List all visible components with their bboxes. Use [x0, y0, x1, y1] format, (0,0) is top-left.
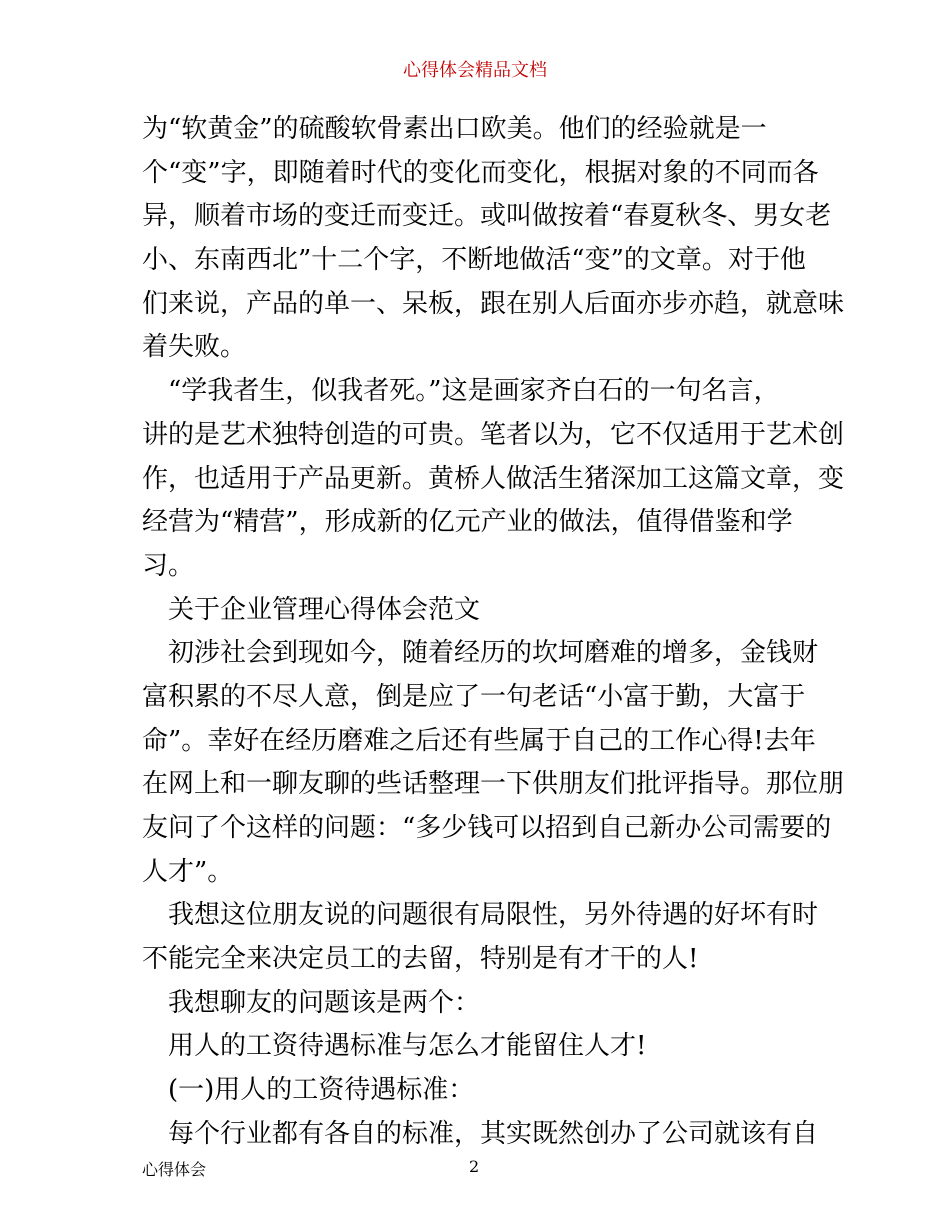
- text-line: 命”。幸好在经历磨难之后还有些属于自己的工作心得!去年: [142, 725, 816, 756]
- text-line: 用人的工资待遇标准与怎么才能留住人才!: [142, 1031, 647, 1062]
- text-line: 人才”。: [142, 856, 234, 887]
- text-line: 异，顺着市场的变迁而变迁。或叫做按着“春夏秋冬、男女老: [142, 201, 832, 232]
- text-line: (一)用人的工资待遇标准：: [142, 1075, 475, 1106]
- text-line: 着失败。: [142, 332, 247, 363]
- text-line: 在网上和一聊友聊的些话整理一下供朋友们批评指导。那位朋: [142, 769, 845, 800]
- text-line: 作，也适用于产品更新。黄桥人做活生猪深加工这篇文章，变: [142, 463, 845, 494]
- page-number: 2: [469, 1157, 480, 1176]
- text-line: 习。: [142, 550, 195, 581]
- document-body: [142, 108, 845, 1157]
- text-line: 友问了个这样的问题：“多少钱可以招到自己新办公司需要的: [142, 813, 832, 843]
- text-line: 我想这位朋友说的问题很有局限性，另外待遇的好坏有时: [142, 900, 819, 931]
- text-line: 关于企业管理心得体会范文: [142, 594, 481, 625]
- text-line: 我想聊友的问题该是两个：: [142, 987, 481, 1018]
- footer-label: 心得体会: [142, 1160, 207, 1179]
- text-line: “学我者生，似我者死。”这是画家齐白石的一句名言，: [142, 376, 780, 407]
- text-line: 富积累的不尽人意，倒是应了一句老话“小富于勤，大富于: [142, 681, 806, 712]
- text-line: 经营为“精营”，形成新的亿元产业的做法，值得借鉴和学: [142, 507, 793, 538]
- text-line: 每个行业都有各自的标准，其实既然创办了公司就该有自: [142, 1118, 819, 1149]
- text-line: 们来说，产品的单一、呆板，跟在别人后面亦步亦趋，就意味: [142, 288, 845, 319]
- text-line: 初涉社会到现如今，随着经历的坎坷磨难的增多，金钱财: [142, 638, 819, 669]
- text-line: 为“软黄金”的硫酸软骨素出口欧美。他们的经验就是一: [142, 114, 767, 144]
- text-line: 个“变”字，即随着时代的变化而变化，根据对象的不同而各: [142, 157, 819, 188]
- page-header-title: 心得体会精品文档: [403, 60, 547, 81]
- text-line: 讲的是艺术独特创造的可贵。笔者以为，它不仅适用于艺术创: [142, 419, 845, 450]
- text-line: 不能完全来决定员工的去留，特别是有才干的人!: [142, 944, 699, 975]
- text-line: 小、东南西北”十二个字，不断地做活“变”的文章。对于他: [142, 245, 806, 276]
